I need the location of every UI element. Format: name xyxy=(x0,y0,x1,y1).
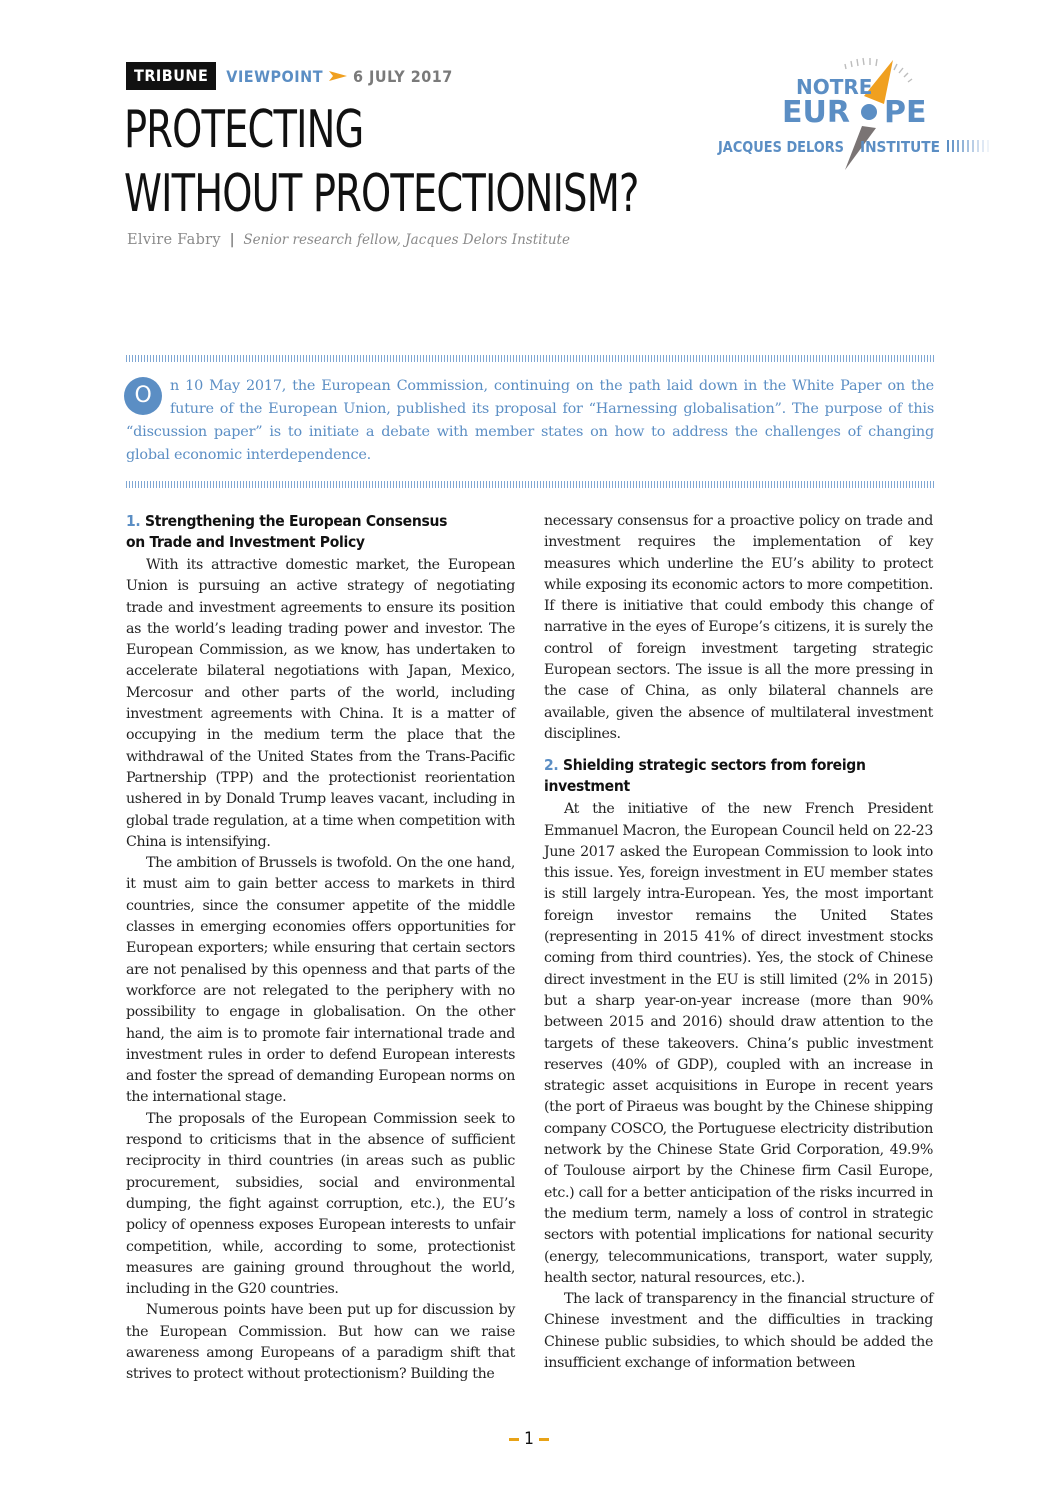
kicker xyxy=(126,62,453,90)
logo-notre: NOTRE xyxy=(796,75,873,99)
intro-paragraph xyxy=(126,375,934,467)
section-2-heading xyxy=(544,755,933,797)
author-role: Senior research fellow, Jacques Delors Institute xyxy=(243,232,570,248)
dotted-rule-top xyxy=(126,355,934,362)
logo-jacques-delors: JACQUES DELORS xyxy=(717,138,844,156)
section-1-number: 1. xyxy=(126,512,141,530)
title-line-1: PROTECTING xyxy=(124,100,364,160)
logo-eur: EUR xyxy=(782,95,850,130)
section-1-paragraph: The ambition of Brussels is twofold. On the one hand, it must aim to gain better access to markets in third countries, since the consumer appetite of the middle classes in emerging economies offers opportunities for European exporters; while ensuring that certain sectors are not penalised by this openness and that parts of the workforce are not relegated to the periphery with no possibility to engage in globalisation. On the other hand, the aim is to promote fair international trade and investment rules in order to defend European interests and foster the spread of demanding European norms on the international stage. xyxy=(126,855,515,1106)
section-2-heading-text: Shielding strategic sectors from foreign investment xyxy=(544,756,866,796)
byline xyxy=(127,232,570,248)
footer-dash-right xyxy=(539,1438,549,1441)
notre-europe-logo xyxy=(712,24,1002,174)
drop-cap: O xyxy=(124,377,162,415)
page-title xyxy=(124,98,639,226)
left-column xyxy=(126,511,515,1386)
intro-text: n 10 May 2017, the European Commission, continuing on the path laid down in the White Paper on the future of the European Union, published its proposal for “Harnessing globalisation”. The purpose of this “discussion paper” is to initiate a debate with member states on how to address the challenges of changing global economic interdependence. xyxy=(126,378,934,463)
section-1-paragraph: The proposals of the European Commission seek to respond to criticisms that in the absence of sufficient reciprocity in third countries (in areas such as public procurement, subsidies, social and environmental dumping, the fight against corruption, etc.), the EU’s policy of openness exposes European interests to unfair competition, while, according to some, protectionist measures are gaining ground throughout the world, including in the G20 countries. xyxy=(126,1110,515,1298)
logo-institute: INSTITUTE xyxy=(860,138,940,156)
page-footer xyxy=(500,1429,558,1449)
viewpoint-label: VIEWPOINT xyxy=(226,66,324,86)
section-2-paragraph: At the initiative of the new French President Emmanuel Macron, the European Council held on 22-23 June 2017 asked the European Commission to look into this issue. Yes, foreign investment in EU member states is still largely intra-European. Yes, the most important foreign investor remains the United States (representing in 2015 41% of direct investment stocks coming from third countries). Yes, the stock of Chinese direct investment in the EU is still limited (2% in 2015) but a sharp year-on-year increase (more than 90% between 2015 and 2016) should draw attention to the targets of these takeovers. China’s public investment reserves (40% of GDP), coupled with an increase in strategic asset acquisitions in Europe in recent years (the port of Piraeus was bought by the Chinese shipping company COSCO, the Portuguese electricity distribution network by the Chinese State Grid Corporation, 49.9% of Toulouse airport by the Chinese firm Casil Europe, etc.) call for a better anticipation of the risks incurred in the medium term, namely a loss of control in strategic sectors with potential implications for national security (energy, telecommunications, transport, water supply, health sector, natural resources, etc.). xyxy=(544,801,933,1286)
section-spacer xyxy=(544,745,933,755)
section-1-paragraph: With its attractive domestic market, the European Union is pursuing an active strategy of negotiating trade and investment agreements to ensure its position as the world’s leading trading power and investor. The European Commission, as we know, has undertaken to accelerate bilateral negotiations with Japan, Mexico, Mercosur and other parts of the world, including investment agreements with China. It is a matter of occupying in the medium term the place that the withdrawal of the United States from the Trans-Pacific Partnership (TPP) and the protectionist reorientation ushered in by Donald Trump leaves vacant, including in global trade regulation, at a time when competition with China is intensifying. xyxy=(126,557,515,850)
page-number: 1 xyxy=(524,1429,534,1449)
author-name: Elvire Fabry xyxy=(127,232,221,248)
dotted-rule-bottom xyxy=(126,481,934,488)
section-2-paragraph: The lack of transparency in the financial structure of Chinese investment and the difficulties in tracking Chinese public subsidies, to which should be added the insufficient exchange of information between xyxy=(544,1291,933,1371)
section-1-heading-line2: on Trade and Investment Policy xyxy=(126,533,365,551)
arrow-icon xyxy=(329,71,347,81)
right-column xyxy=(544,511,933,1374)
publication-date: 6 JULY 2017 xyxy=(353,66,453,86)
section-1-paragraph: Numerous points have been put up for discussion by the European Commission. But how can we raise awareness among Europeans of a paradigm shift that strives to protect without protectionism? Building the xyxy=(126,1302,515,1383)
tribune-tag: TRIBUNE xyxy=(126,62,216,90)
logo-dot xyxy=(861,104,877,120)
section-1-continuation: necessary consensus for a proactive policy on trade and investment requires the implementation of key measures which underline the EU’s ability to protect while exposing its economic actors to more competition. If there is initiative that could embody this change of narrative in the eyes of Europe’s citizens, it is surely the control of foreign investment targeting strategic European sectors. The issue is all the more pressing in the case of China, as only bilateral channels are available, given the absence of multilateral investment disciplines. xyxy=(544,513,933,742)
title-line-2: WITHOUT PROTECTIONISM? xyxy=(124,164,639,224)
section-2-number: 2. xyxy=(544,756,559,775)
section-1-heading xyxy=(126,511,515,553)
logo-pe: PE xyxy=(884,95,927,130)
byline-separator: | xyxy=(229,232,235,248)
footer-dash-left xyxy=(509,1438,519,1441)
section-1-heading-line1: Strengthening the European Consensus xyxy=(144,512,448,530)
logo-bars xyxy=(948,140,988,152)
